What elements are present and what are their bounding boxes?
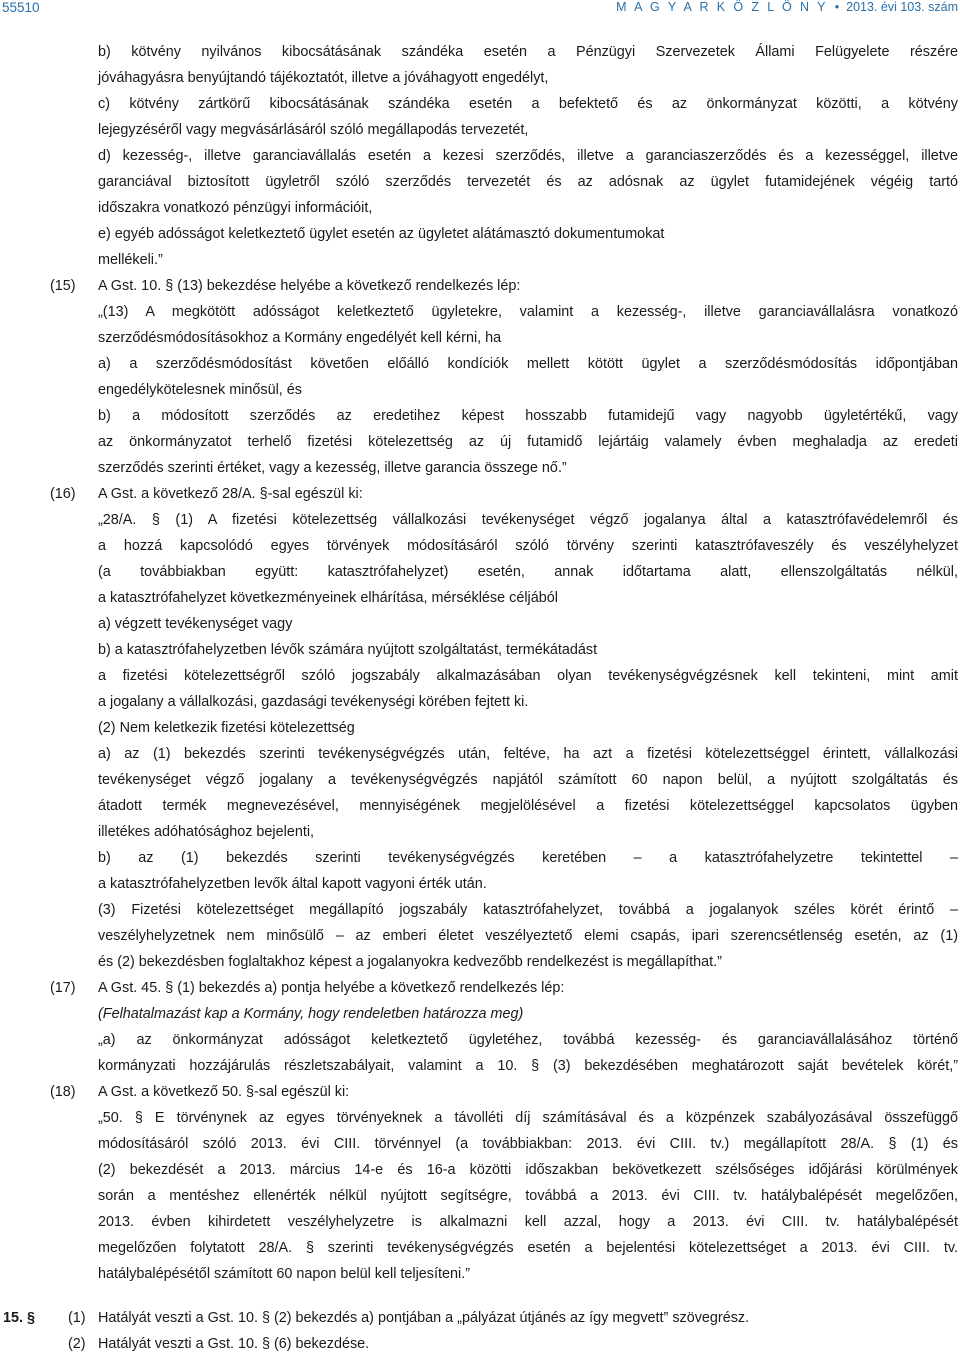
text-line: a katasztrófahelyzet következményeinek elhárítása, mérséklése céljából bbox=[98, 590, 558, 606]
text-line: időszakra vonatkozó pénzügyi információit, bbox=[98, 200, 373, 216]
text-line: „50. § E törvénynek az egyes törvényeknek a távolléti díj számításával és a közpénzek szabályozásával összefüggő bbox=[98, 1110, 958, 1126]
text-line-italic: (Felhatalmazást kap a Kormány, hogy rendeletben határozza meg) bbox=[98, 1006, 524, 1022]
text-line: a) az (1) bekezdés szerinti tevékenységvégzés után, feltéve, ha azt a fizetési kötelezettséggel érintett, vállalkozási bbox=[98, 746, 958, 762]
text-line: b) a katasztrófahelyzetben lévők számára nyújtott szolgáltatást, termékátadást bbox=[98, 642, 598, 658]
paragraph-number: (2) bbox=[68, 1336, 86, 1352]
text-line: a hozzá kapcsolódó egyes törvények módosításáról szóló törvény szerinti katasztrófaveszély és veszélyhelyzet bbox=[98, 538, 958, 554]
text-line: „28/A. § (1) A fizetési kötelezettség vállalkozási tevékenységet végző jogalanya által a katasztrófavédelemről és bbox=[98, 512, 958, 528]
text-line: „(13) A megkötött adósságot keletkeztető ügyletekre, valamint a kezesség-, illetve garanciavállalásra vonatkozó bbox=[98, 304, 958, 320]
text-line: (3) Fizetési kötelezettséget megállapító jogszabály katasztrófahelyzet, továbbá a jogalanyok széles körét érintő – bbox=[98, 902, 958, 918]
text-line: a) végzett tevékenységet vagy bbox=[98, 616, 293, 632]
text-line: módosításáról szóló 2013. évi CIII. törvénnyel (a továbbiakban: 2013. évi CIII. tv.) megállapított 28/A. § (1) és bbox=[98, 1136, 958, 1152]
text-line: 2013. évben kihirdetett veszélyhelyzetre is alkalmazni kell azzal, hogy a 2013. évi CIII. tv. hatálybalépését bbox=[98, 1214, 958, 1230]
section-number: 15. § bbox=[3, 1310, 36, 1326]
publication-title: M A G Y A R K Ö Z L Ö N Y bbox=[616, 0, 828, 14]
text-line: és (2) bekezdésben foglaltakhoz képest a jogalanyokra kedvezőbb rendelkezést is megállapíthat.” bbox=[98, 954, 722, 970]
text-line: az önkormányzatot terhelő fizetési kötelezettség az új futamidő lejártáig valamely évben meghaladja az eredeti bbox=[98, 434, 958, 450]
text-line: illetékes adóhatósághoz bejelenti, bbox=[98, 824, 315, 840]
text-line: b) az (1) bekezdés szerinti tevékenységvégzés keretében – a katasztrófahelyzetre tekintettel – bbox=[98, 850, 958, 866]
text-line: a fizetési kötelezettségről szóló jogszabály alkalmazásában olyan tevékenységvégzésnek kell tekinteni, mint amit bbox=[98, 668, 958, 684]
text-line: „a) az önkormányzat adósságot keletkeztető ügyletéhez, továbbá kezesség- és garanciavállalásához történő bbox=[98, 1032, 958, 1048]
text-line: (2) bekezdését a 2013. március 14-e és 16-a közötti időszakban bekövetkezett szélsőséges időjárási körülmények bbox=[98, 1162, 958, 1178]
text-line: veszélyhelyzetnek nem minősülő – az emberi életet veszélyeztető elemi csapás, ipari szerencsétlenség esetén, az (1) bbox=[98, 928, 958, 944]
paragraph-number: (18) bbox=[50, 1084, 76, 1100]
text-line: szerződésmódosításokhoz a Kormány engedélyét kell kérni, ha bbox=[98, 330, 502, 346]
text-line: Hatályát veszti a Gst. 10. § (6) bekezdése. bbox=[98, 1336, 370, 1352]
text-line: garanciával biztosított ügyletről szóló szerződés tervezetét és az adósnak az ügylet futamidejének végéig tartó bbox=[98, 174, 958, 190]
issue-label: 2013. évi 103. szám bbox=[846, 0, 958, 14]
text-line: e) egyéb adósságot keletkeztető ügylet esetén az ügyletet alátámasztó dokumentumokat bbox=[98, 226, 665, 242]
text-line: (2) Nem keletkezik fizetési kötelezettség bbox=[98, 720, 355, 736]
text-line: hatálybalépésétől számított 60 napon belül kell teljesíteni.” bbox=[98, 1266, 470, 1282]
text-line: kormányzati hozzájárulás részletszabályait, valamint a 10. § (3) bekezdésében meghatározott saját bevételek körét,” bbox=[98, 1058, 958, 1074]
text-line: mellékeli.” bbox=[98, 252, 163, 268]
paragraph-number: (16) bbox=[50, 486, 76, 502]
paragraph-number: (15) bbox=[50, 278, 76, 294]
text-line: megelőzően folytatott 28/A. § szerinti tevékenységvégzés esetén a bejelentési kötelezettséget a 2013. évi CIII. tv. bbox=[98, 1240, 958, 1256]
text-line: A Gst. a következő 50. §-sal egészül ki: bbox=[98, 1084, 350, 1100]
text-line: jóváhagyásra benyújtandó tájékoztatót, illetve a jóváhagyott engedélyt, bbox=[98, 70, 549, 86]
paragraph-number: (1) bbox=[68, 1310, 86, 1326]
text-line: Hatályát veszti a Gst. 10. § (2) bekezdés a) pontjában a „pályázat útjánés az így megvett” szövegrész. bbox=[98, 1310, 750, 1326]
page-number: 55510 bbox=[2, 0, 40, 15]
text-line: engedélykötelesnek minősül, és bbox=[98, 382, 302, 398]
text-line: A Gst. 45. § (1) bekezdés a) pontja helyébe a következő rendelkezés lép: bbox=[98, 980, 565, 996]
text-line: során a mentéshez ellenérték nélkül nyújtott segítségre, továbbá a 2013. évi CIII. tv. hatálybalépését megelőzően, bbox=[98, 1188, 958, 1204]
text-line: (a továbbiakban együtt: katasztrófahelyzet) esetén, annak időtartama alatt, ellenszolgáltatás nélkül, bbox=[98, 564, 958, 580]
text-line: b) a módosított szerződés az eredetihez képest hosszabb futamidejű vagy nagyobb ügyletértékű, vagy bbox=[98, 408, 958, 424]
running-head bbox=[616, 0, 958, 14]
text-line: a) a szerződésmódosítást követően előálló kondíciók mellett kötött ügylet a szerződésmódosítás időpontjában bbox=[98, 356, 958, 372]
page-header bbox=[0, 0, 960, 20]
text-line: A Gst. a következő 28/A. §-sal egészül ki: bbox=[98, 486, 363, 502]
text-line: tevékenységet végző jogalany a tevékenységvégzés napjától számított 60 napon belül, a nyújtott szolgáltatás és bbox=[98, 772, 958, 788]
text-line: d) kezesség-, illetve garanciavállalás esetén a kezesi szerződés, illetve a garanciaszerződés és a kezességgel, illetve bbox=[98, 148, 958, 164]
text-line: c) kötvény zártkörű kibocsátásának szándéka esetén a befektető és az önkormányzat közötti, a kötvény bbox=[98, 96, 958, 112]
text-line: szerződés szerinti értéket, vagy a kezesség, illetve garancia összege nő.” bbox=[98, 460, 567, 476]
text-line: a jogalany a vállalkozási, gazdasági tevékenységi körében fejtett ki. bbox=[98, 694, 529, 710]
text-line: b) kötvény nyilvános kibocsátásának szándéka esetén a Pénzügyi Szervezetek Állami Felügyelete részére bbox=[98, 44, 958, 60]
paragraph-number: (17) bbox=[50, 980, 76, 996]
text-line: a katasztrófahelyzetben levők által kapott vagyoni érték után. bbox=[98, 876, 487, 892]
text-line: átadott termék megnevezésével, mennyiségének megjelölésével a fizetési kötelezettséggel kapcsolatos ügyben bbox=[98, 798, 958, 814]
text-line: lejegyzéséről vagy megvásárlásáról szóló megállapodás tervezetét, bbox=[98, 122, 529, 138]
text-line: A Gst. 10. § (13) bekezdése helyébe a következő rendelkezés lép: bbox=[98, 278, 521, 294]
header-bullet: • bbox=[834, 0, 840, 14]
